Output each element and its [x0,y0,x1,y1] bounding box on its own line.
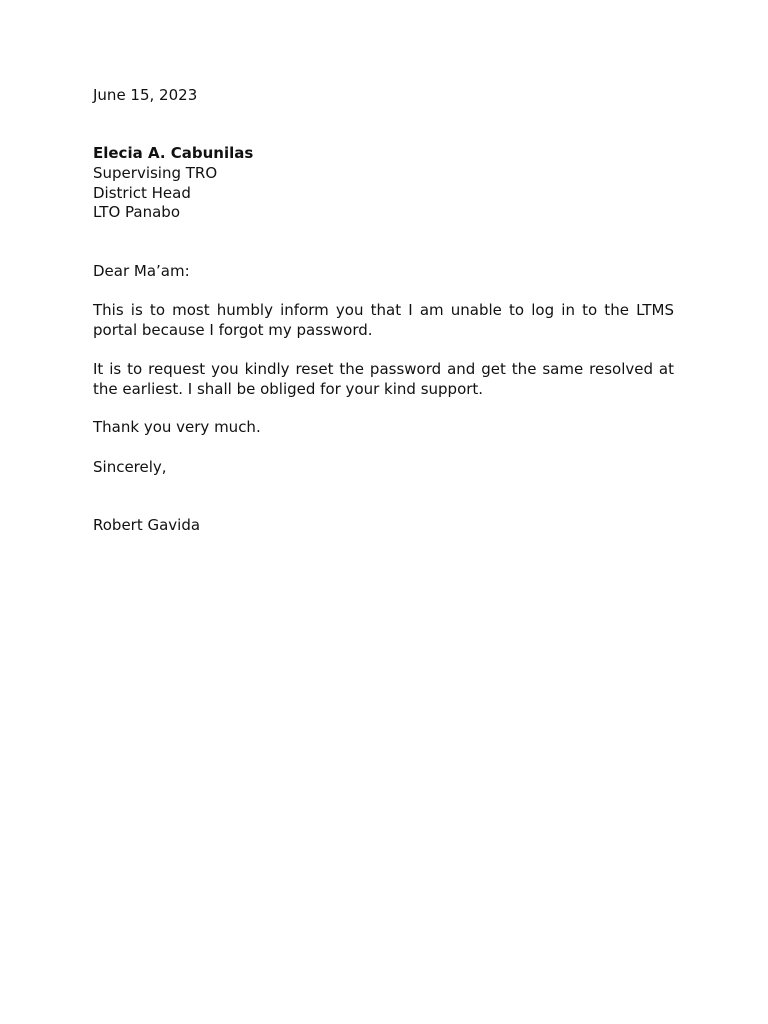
letter-date: June 15, 2023 [93,86,198,104]
recipient-office: LTO Panabo [93,203,180,221]
recipient-position: District Head [93,184,191,202]
recipient-name: Elecia A. Cabunilas [93,144,254,162]
salutation: Dear Ma’am: [93,262,190,280]
signature-name: Robert Gavida [93,516,201,534]
recipient-title: Supervising TRO [93,164,218,182]
body-paragraph: This is to most humbly inform you that I am unable to log in to the LTMS portal because I forgot my password. [93,301,674,339]
closing: Sincerely, [93,458,167,476]
thanks-line: Thank you very much. [93,418,261,436]
body-paragraph: It is to request you kindly reset the password and get the same resolved at the earliest. I shall be obliged for your kind support. [93,360,674,398]
